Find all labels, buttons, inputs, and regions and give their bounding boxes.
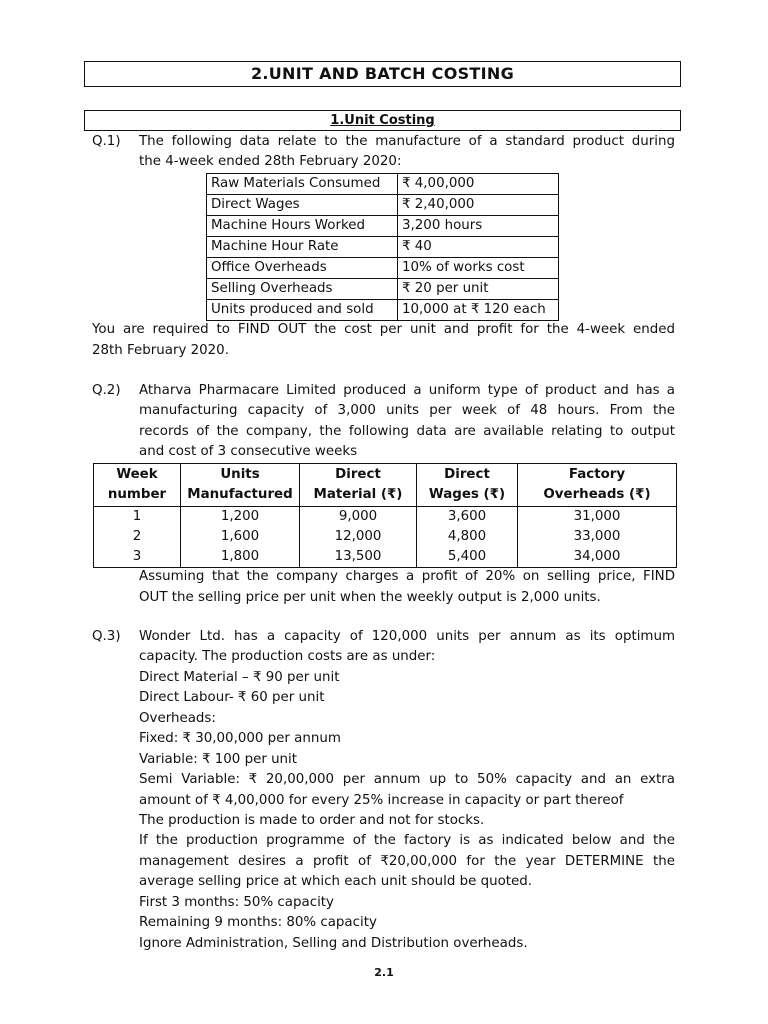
table-cell: 5,400 [417,547,518,568]
q1-line-1: The following data relate to the manufacture of a standard product during [139,134,675,149]
table-row [94,547,677,568]
q3-line-2: capacity. The production costs are as under: [139,649,436,664]
table-cell: 3,600 [417,507,518,528]
q1-instruction-line-2: 28th February 2020. [92,343,229,358]
column-header-units: Units Manufactured [181,464,300,507]
q3-line-3: Direct Material – ₹ 90 per unit [139,670,340,685]
q1-instruction-line-1: You are required to FIND OUT the cost per unit and profit for the 4-week ended [92,322,675,337]
q1-line-2: the 4-week ended 28th February 2020: [139,154,402,169]
table-row [207,174,559,195]
q2-line-2: manufacturing capacity of 3,000 units per week of 48 hours. From the [139,403,675,418]
table-cell: 1,600 [181,527,300,547]
column-header-direct-wages: Direct Wages (₹) [417,464,518,507]
q3-line-7: Variable: ₹ 100 per unit [139,752,298,767]
table-cell: ₹ 40 [398,237,559,258]
q3-line-4: Direct Labour- ₹ 60 per unit [139,690,325,705]
table-cell: 31,000 [518,507,677,528]
column-header-direct-material: Direct Material (₹) [300,464,417,507]
table-cell: Office Overheads [207,258,398,279]
question-number-3: Q.3) [92,629,121,644]
table-row [94,507,677,528]
q2-line-3: records of the company, the following data are available relating to output [139,424,675,439]
table-cell: 2 [94,527,181,547]
q3-line-5: Overheads: [139,711,216,726]
column-header-factory-overheads: Factory Overheads (₹) [518,464,677,507]
q3-line-11: If the production programme of the factory is as indicated below and the [139,833,675,848]
table-cell: 10,000 at ₹ 120 each [398,300,559,321]
table-header-row [94,464,677,507]
q3-line-12: management desires a profit of ₹20,00,000 for the year DETERMINE the [139,854,675,869]
table-cell: Selling Overheads [207,279,398,300]
section-title-box [84,110,681,131]
q3-line-15: Remaining 9 months: 80% capacity [139,915,377,930]
table-cell: Machine Hour Rate [207,237,398,258]
question-number-1: Q.1) [92,134,121,149]
q3-line-9: amount of ₹ 4,00,000 for every 25% increase in capacity or part thereof [139,793,624,808]
q2-instruction-line-1: Assuming that the company charges a profit of 20% on selling price, FIND [139,569,675,584]
page-number: 2.1 [374,966,394,979]
table-row [94,527,677,547]
table-cell: 1,800 [181,547,300,568]
table-cell: 9,000 [300,507,417,528]
q2-line-4: and cost of 3 consecutive weeks [139,444,358,459]
q3-line-6: Fixed: ₹ 30,00,000 per annum [139,731,341,746]
table-cell: 4,800 [417,527,518,547]
table-cell: 1 [94,507,181,528]
table-cell: ₹ 4,00,000 [398,174,559,195]
table-cell: 34,000 [518,547,677,568]
table-cell: 13,500 [300,547,417,568]
table-cell: Direct Wages [207,195,398,216]
question-number-2: Q.2) [92,383,121,398]
table-cell: 1,200 [181,507,300,528]
q2-line-1: Atharva Pharmacare Limited produced a uniform type of product and has a [139,383,675,398]
table-row [207,258,559,279]
table-row [207,195,559,216]
table-cell: 3 [94,547,181,568]
q3-line-16: Ignore Administration, Selling and Distribution overheads. [139,936,528,951]
table-cell: ₹ 20 per unit [398,279,559,300]
table-cell: Units produced and sold [207,300,398,321]
table-cell: 33,000 [518,527,677,547]
table-cell: 12,000 [300,527,417,547]
q3-line-13: average selling price at which each unit should be quoted. [139,874,533,889]
q2-instruction-line-2: OUT the selling price per unit when the weekly output is 2,000 units. [139,590,601,605]
q3-line-1: Wonder Ltd. has a capacity of 120,000 units per annum as its optimum [139,629,675,644]
table-row [207,237,559,258]
table-cell: 10% of works cost [398,258,559,279]
q1-data-table [206,173,559,321]
table-cell: 3,200 hours [398,216,559,237]
q3-line-8: Semi Variable: ₹ 20,00,000 per annum up to 50% capacity and an extra [139,772,675,787]
section-title: 1.Unit Costing [330,113,435,128]
q3-line-10: The production is made to order and not for stocks. [139,813,485,828]
q2-weekly-data-table [93,463,677,568]
table-cell: Raw Materials Consumed [207,174,398,195]
table-cell: Machine Hours Worked [207,216,398,237]
chapter-title: 2.UNIT AND BATCH COSTING [84,61,681,87]
table-row [207,216,559,237]
table-row [207,279,559,300]
table-row [207,300,559,321]
q3-line-14: First 3 months: 50% capacity [139,895,334,910]
column-header-week: Week number [94,464,181,507]
table-cell: ₹ 2,40,000 [398,195,559,216]
